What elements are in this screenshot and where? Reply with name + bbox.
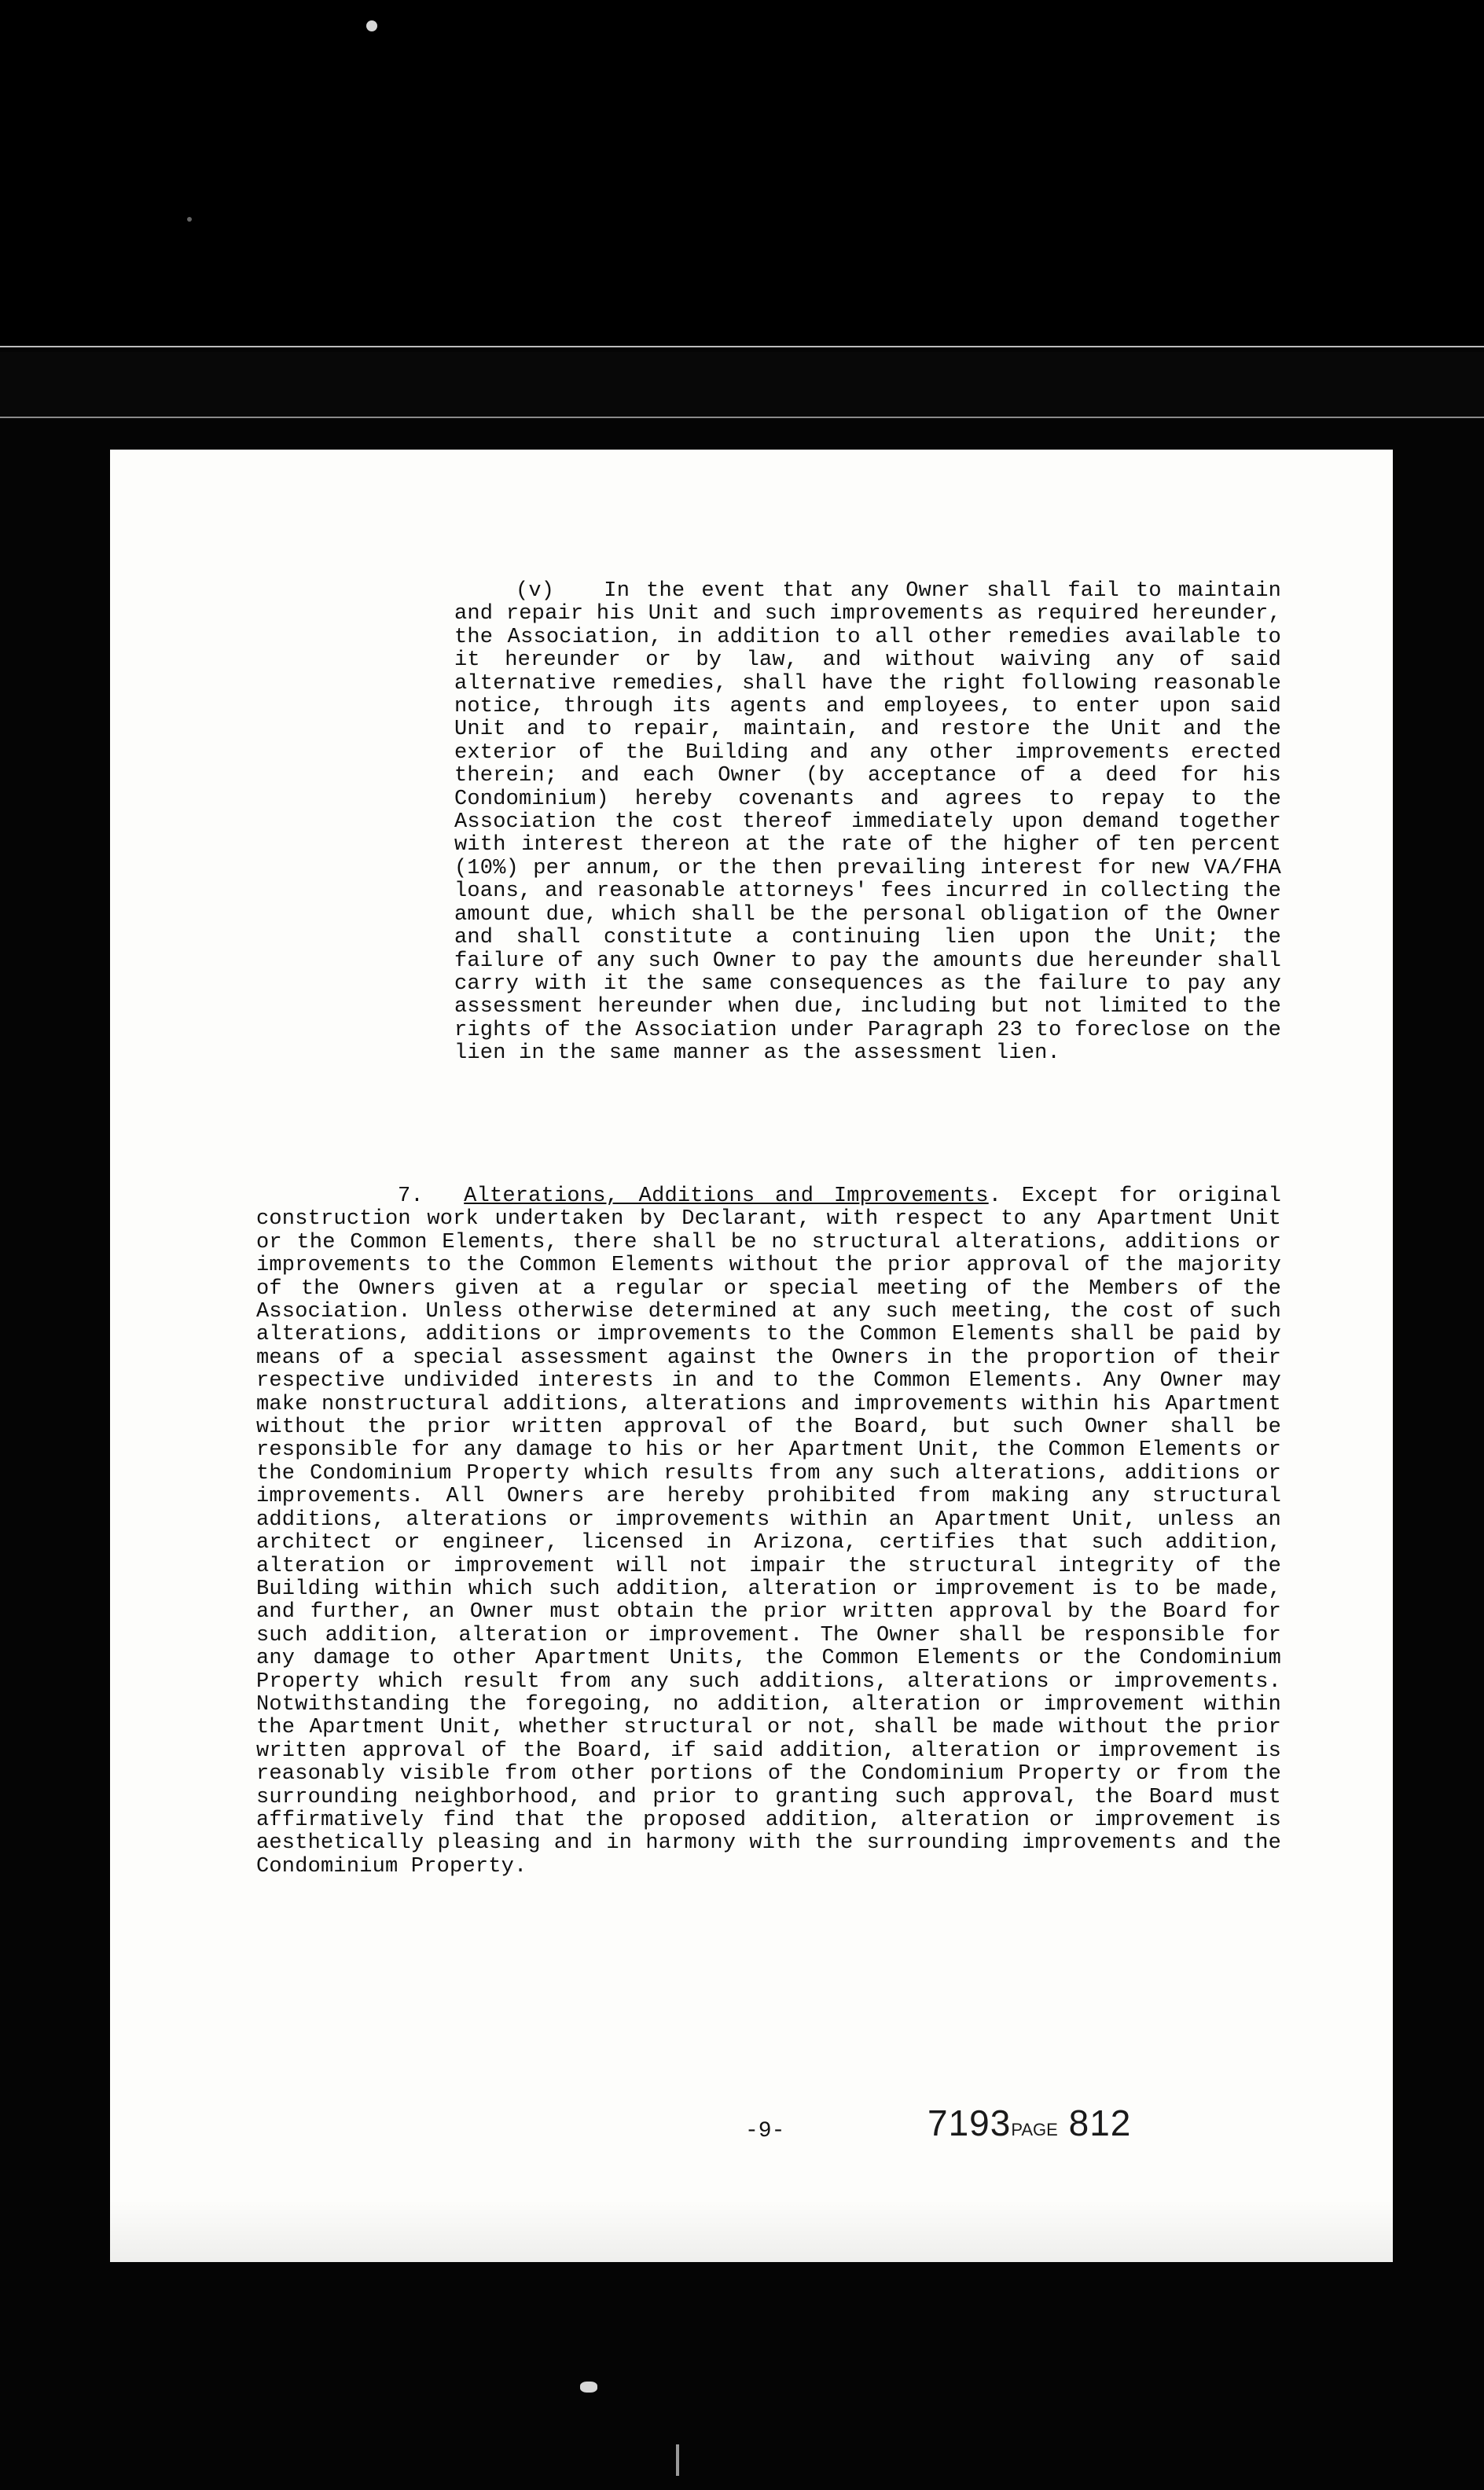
scan-speck [580, 2382, 597, 2393]
paragraph-7-number: 7. [398, 1184, 424, 1208]
recording-docket: 7193 [928, 2103, 1012, 2143]
scan-border-strip [0, 352, 1484, 417]
document-page [110, 450, 1393, 2262]
recording-page-label: PAGE [1011, 2120, 1058, 2139]
scan-border-top [0, 0, 1484, 346]
page-number: -9- [745, 2119, 785, 2143]
scan-speck [187, 217, 192, 222]
paragraph-7-heading: Alterations, Additions and Improvements [464, 1184, 989, 1208]
recording-reference [928, 2102, 1131, 2144]
page-scan-grain [110, 2199, 1393, 2262]
paragraph-7 [256, 1185, 1281, 1879]
paragraph-v-text: In the event that any Owner shall fail to maintain and repair his Unit and such improvements as required hereunder, the Association, in addition to all other remedies available to it hereunder or by law, and without waiving any of said alternative remedies, shall have the right following reasonable notice, through its agents and employees, to enter upon said Unit and to repair, maintain, and restore the Unit and the exterior of the Building and any other improvements erected therein; and each Owner (by acceptance of a deed for his Condominium) hereby covenants and agrees to repay to the Association the cost thereof immediately upon demand together with interest thereon at the rate of the higher of ten percent (10%) per annum, or the then prevailing interest for new VA/FHA loans, and reasonable attorneys' fees incurred in collecting the amount due, which shall be the personal obligation of the Owner and shall constitute a continuing lien upon the Unit; the failure of any such Owner to pay the amounts due hereunder shall carry with it the same consequences as the failure to pay any assessment hereunder when due, including but not limited to the rights of the Association under Paragraph 23 to foreclose on the lien in the same manner as the assessment lien. [454, 579, 1281, 1066]
scan-divider-line [0, 417, 1484, 418]
paragraph-v [454, 580, 1281, 1066]
paragraph-7-text: . Except for original construction work undertaken by Declarant, with respect to any Apartment Unit or the Common Elements, there shall be no structural alterations, additions or improvements to the Common Elements without the prior approval of the majority of the Owners given at a regular or special meeting of the Members of the Association. Unless otherwise determined at any such meeting, the cost of such alterations, additions or improvements to the Common Elements shall be paid by means of a special assessment against the Owners in the proportion of their respective undivided interests in and to the Common Elements. Any Owner may make nonstructural additions, alterations and improvements within his Apartment without the prior written approval of the Board, but such Owner shall be responsible for any damage to his or her Apartment Unit, the Common Elements or the Condominium Property which results from any such alterations, additions or improvements. All Owners are hereby prohibited from making any structural additions, alterations or improvements within an Apartment Unit, unless an architect or engineer, licensed in Arizona, certifies that such addition, alteration or improvement will not impair the structural integrity of the Building within which such addition, alteration or improvement is to be made, and further, an Owner must obtain the prior written approval by the Board for such addition, alteration or improvement. The Owner shall be responsible for any damage to other Apartment Units, the Common Elements or the Condominium Property which result from any such additions, alterations or improvements. Notwithstanding the foregoing, no addition, alteration or improvement within the Apartment Unit, whether structural or not, shall be made without the prior written approval of the Board, if said addition, alteration or improvement is reasonably visible from other portions of the Condominium Property or from the surrounding neighborhood, and prior to granting such approval, the Board must affirmatively find that the proposed addition, alteration or improvement is aesthetically pleasing and in harmony with the surrounding improvements and the Condominium Property. [256, 1184, 1281, 1879]
scan-divider-line [0, 346, 1484, 347]
paragraph-v-label: (v) [516, 579, 555, 603]
scan-speck [676, 2444, 679, 2476]
recording-page: 812 [1068, 2103, 1132, 2143]
scan-speck [366, 20, 377, 31]
